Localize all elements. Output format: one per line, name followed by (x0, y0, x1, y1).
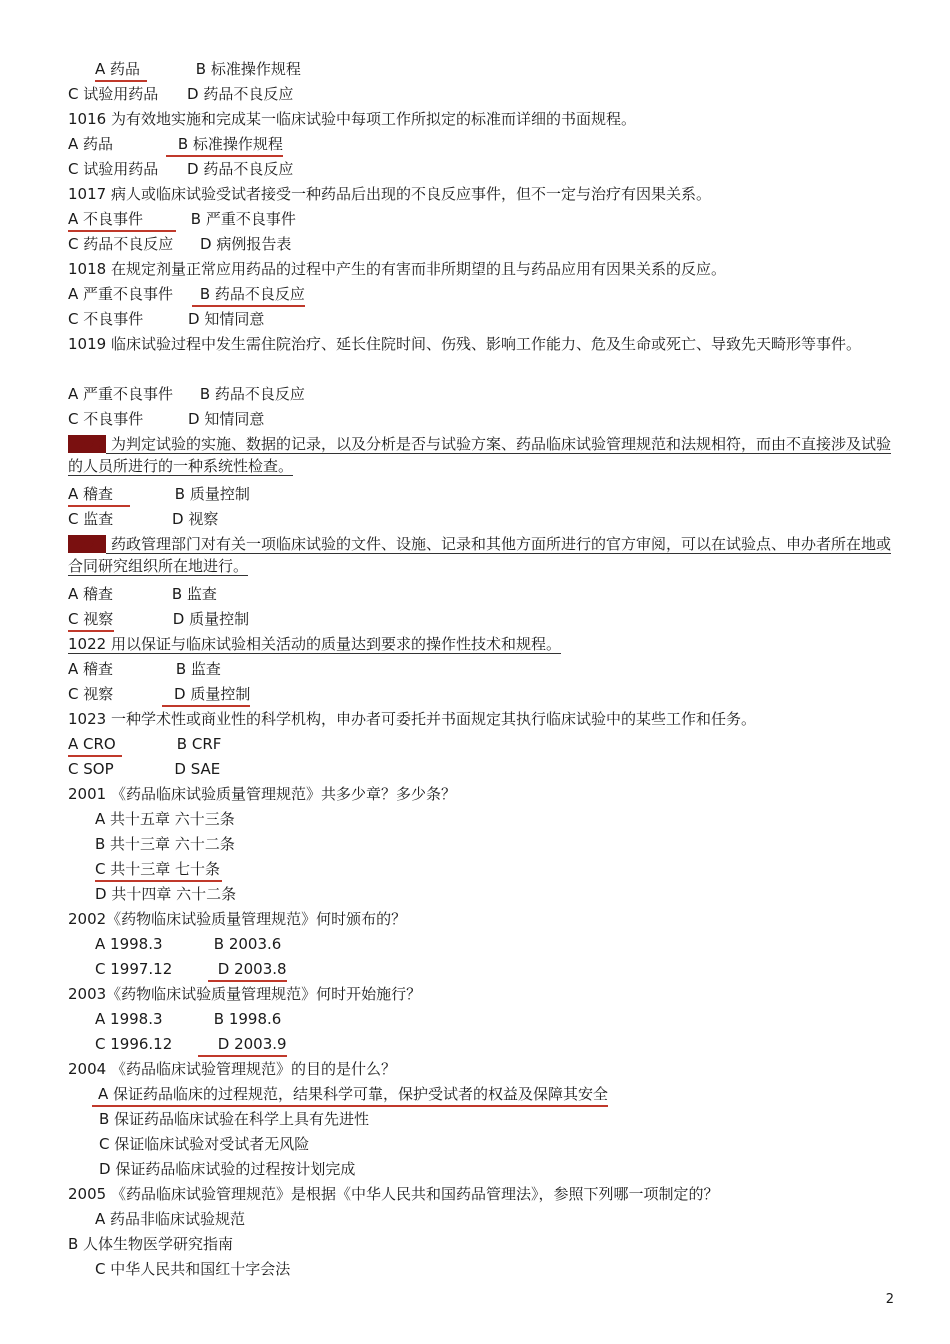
question-1022 (68, 633, 561, 655)
question-2001: 2001 《药品临床试验质量管理规范》共多少章？多少条？ (68, 785, 456, 803)
option-c (95, 858, 222, 880)
option-d: D 保证药品临床试验的过程按计划完成 (99, 1160, 356, 1178)
option-b: B 严重不良事件 (190, 210, 296, 228)
option-line (68, 308, 264, 330)
option-d: D 视察 (172, 510, 219, 528)
option-line (68, 658, 221, 680)
option-b: B 药品不良反应 (199, 385, 305, 403)
option-line (95, 1033, 287, 1055)
option-c: C 监查 (68, 510, 114, 528)
option-d: D 2003.9 (198, 1033, 287, 1057)
option-c: C 1997.12 (95, 960, 173, 978)
option-d: D 病例报告表 (200, 235, 292, 253)
option-b: B 共十三章 六十二条 (95, 835, 235, 853)
option-line (68, 283, 305, 305)
option-line (95, 1008, 281, 1030)
option-b: B 标准操作规程 (195, 60, 301, 78)
option-line (68, 683, 250, 705)
option-c: C 不良事件 (68, 410, 144, 428)
option-c: C 试验用药品 (68, 160, 159, 178)
question-2004: 2004 《药品临床试验管理规范》的目的是什么？ (68, 1060, 396, 1078)
option-a: A 稽查 (68, 483, 130, 507)
option-b: B CRF (176, 735, 222, 753)
option-c: C 药品不良反应 (68, 235, 174, 253)
question-text: 为判定试验的实施、数据的记录，以及分析是否与试验方案、药品临床试验管理规范和法规相符，而由不直接涉及试验的人员所进行的一种系统性检查。 (68, 435, 891, 475)
option-b: B 监查 (175, 660, 221, 678)
option-line (68, 608, 249, 630)
option-b: B 药品不良反应 (192, 283, 305, 307)
option-b: B 保证药品临床试验在科学上具有先进性 (99, 1110, 370, 1128)
option-c: C 中华人民共和国红十字会法 (95, 1260, 291, 1278)
option-line (68, 133, 283, 155)
question-text: 1022 用以保证与临床试验相关活动的质量达到要求的操作性技术和规程。 (68, 635, 561, 653)
option-line (68, 583, 217, 605)
option-a: A 共十五章 六十三条 (95, 810, 235, 828)
question-1017: 1017 病人或临床试验受试者接受一种药品后出现的不良反应事件，但不一定与治疗有因果关系。 (68, 185, 711, 203)
question-1016: 1016 为有效地实施和完成某一临床试验中每项工作所拟定的标准而详细的书面规程。 (68, 110, 636, 128)
option-d: D 知情同意 (188, 310, 265, 328)
option-c: C 不良事件 (68, 310, 144, 328)
question-1019: 1019 临床试验过程中发生需住院治疗、延长住院时间、伤残、影响工作能力、危及生命或死亡、导致先天畸形等事件。 (68, 335, 861, 353)
option-a-text: A 保证药品临床的过程规范，结果科学可靠，保护受试者的权益及保障其安全 (92, 1083, 608, 1107)
page-number: 2 (885, 1292, 894, 1307)
option-c: C 试验用药品 (68, 85, 159, 103)
option-d: D 药品不良反应 (187, 85, 294, 103)
option-d: D 药品不良反应 (187, 160, 294, 178)
option-a: A 药品 (68, 135, 114, 153)
question-1023: 1023 一种学术性或商业性的科学机构，申办者可委托并书面规定其执行临床试验中的某些工作和任务。 (68, 710, 756, 728)
option-c: C SOP (68, 760, 114, 778)
option-a: A 药品非临床试验规范 (95, 1210, 246, 1228)
question-number-highlight: 1020 (68, 435, 107, 453)
option-line (68, 158, 293, 180)
option-c: C 视察 (68, 608, 114, 632)
option-line (68, 383, 305, 405)
option-line (68, 483, 250, 505)
option-a: A 严重不良事件 (68, 385, 174, 403)
option-d: D SAE (174, 760, 221, 778)
option-a: A 1998.3 (95, 1010, 163, 1028)
option-a: A 1998.3 (95, 935, 163, 953)
option-line (95, 933, 281, 955)
question-number-highlight: 1021 (68, 535, 107, 553)
option-d: D 共十四章 六十二条 (95, 885, 237, 903)
option-b: B 人体生物医学研究指南 (68, 1235, 234, 1253)
option-line (68, 733, 221, 755)
option-d: D 质量控制 (172, 610, 250, 628)
option-line (68, 233, 291, 255)
option-a: A 严重不良事件 (68, 285, 174, 303)
option-line (68, 758, 220, 780)
question-1018: 1018 在规定剂量正常应用药品的过程中产生的有害而非所期望的且与药品应用有因果关系的反应。 (68, 260, 726, 278)
option-c: C 视察 (68, 685, 114, 703)
option-d: D 2003.8 (208, 958, 287, 982)
option-b: B 标准操作规程 (166, 133, 283, 157)
question-text: 药政管理部门对有关一项临床试验的文件、设施、记录和其他方面所进行的官方审阅，可以在试验点、申办者所在地或合同研究组织所在地进行。 (68, 535, 891, 575)
option-a: A 稽查 (68, 585, 114, 603)
option-line (68, 83, 293, 105)
option-line (68, 508, 218, 530)
question-1020 (68, 433, 894, 477)
option-a: A 不良事件 (68, 208, 176, 232)
option-line (68, 208, 296, 230)
option-c-text: C 共十三章 七十条 (95, 858, 222, 882)
option-b: B 2003.6 (213, 935, 282, 953)
question-1021 (68, 533, 894, 577)
question-2003: 2003《药物临床试验质量管理规范》何时开始施行？ (68, 985, 422, 1003)
option-c: C 保证临床试验对受试者无风险 (99, 1135, 310, 1153)
question-2005: 2005 《药品临床试验管理规范》是根据《中华人民共和国药品管理法》，参照下列哪一项制定的？ (68, 1185, 719, 1203)
option-d: D 知情同意 (188, 410, 265, 428)
option-a: A 稽查 (68, 660, 114, 678)
option-c: C 1996.12 (95, 1035, 173, 1053)
option-b: B 质量控制 (174, 485, 250, 503)
question-2002: 2002《药物临床试验质量管理规范》何时颁布的？ (68, 910, 407, 928)
option-line (68, 408, 264, 430)
option-a: A 药品 (95, 58, 147, 82)
option-line (95, 958, 287, 980)
option-a (92, 1083, 608, 1105)
option-a: A CRO (68, 733, 122, 757)
option-b: B 监查 (171, 585, 217, 603)
option-d: D 质量控制 (162, 683, 250, 707)
option-line (95, 58, 301, 80)
option-b: B 1998.6 (213, 1010, 282, 1028)
